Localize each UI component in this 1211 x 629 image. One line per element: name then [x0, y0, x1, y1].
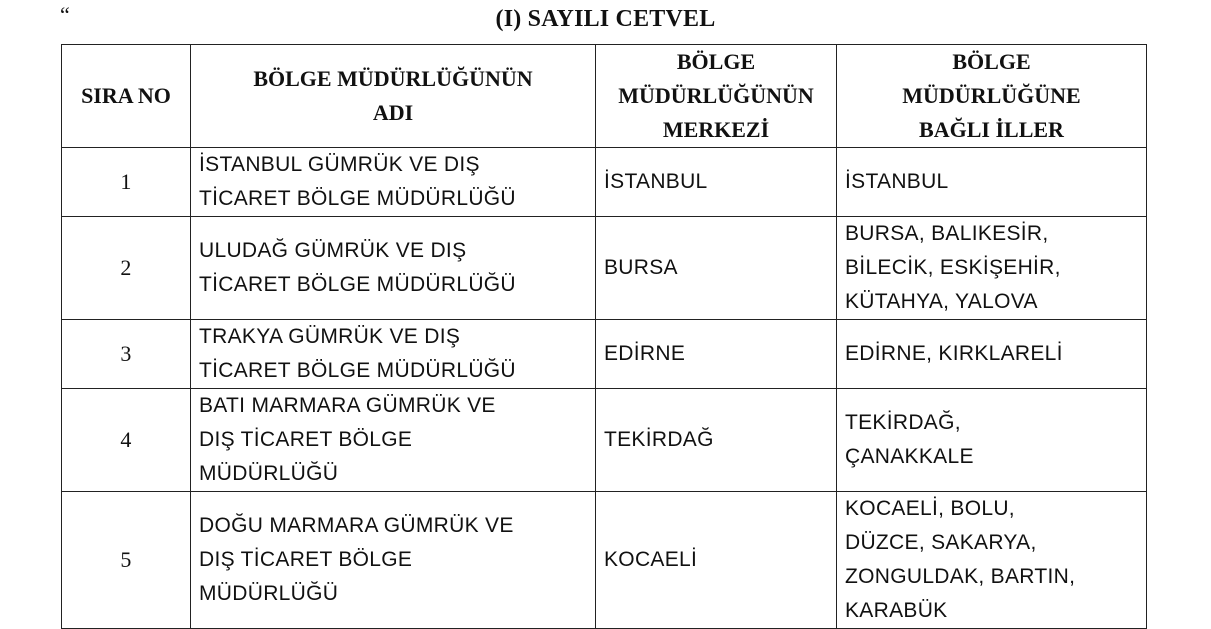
- cell-bagli-iller: İSTANBUL: [837, 148, 1147, 217]
- cell-mudurluk-adi: DOĞU MARMARA GÜMRÜK VE DIŞ TİCARET BÖLGE MÜDÜRLÜĞÜ: [191, 492, 596, 629]
- cell-merkez: TEKİRDAĞ: [596, 389, 837, 492]
- cell-sira-no: 4: [62, 389, 191, 492]
- cell-mudurluk-adi: BATI MARMARA GÜMRÜK VE DIŞ TİCARET BÖLGE MÜDÜRLÜĞÜ: [191, 389, 596, 492]
- table-row: [62, 148, 1147, 217]
- cell-bagli-iller: TEKİRDAĞ, ÇANAKKALE: [837, 389, 1147, 492]
- table-row: [62, 492, 1147, 629]
- cell-merkez: İSTANBUL: [596, 148, 837, 217]
- opening-quote-mark: “: [60, 2, 70, 27]
- cell-sira-no: 2: [62, 217, 191, 320]
- regional-directorates-table: [61, 44, 1147, 629]
- cell-merkez: BURSA: [596, 217, 837, 320]
- cell-sira-no: 3: [62, 320, 191, 389]
- header-sira-no: SIRA NO: [62, 45, 191, 148]
- cell-mudurluk-adi: İSTANBUL GÜMRÜK VE DIŞ TİCARET BÖLGE MÜDÜRLÜĞÜ: [191, 148, 596, 217]
- table-row: [62, 389, 1147, 492]
- cell-mudurluk-adi: ULUDAĞ GÜMRÜK VE DIŞ TİCARET BÖLGE MÜDÜRLÜĞÜ: [191, 217, 596, 320]
- header-bolge-mudurlugu-merkezi: BÖLGE MÜDÜRLÜĞÜNÜN MERKEZİ: [596, 45, 837, 148]
- cell-bagli-iller: BURSA, BALIKESİR, BİLECİK, ESKİŞEHİR, KÜTAHYA, YALOVA: [837, 217, 1147, 320]
- header-bagli-iller: BÖLGE MÜDÜRLÜĞÜNE BAĞLI İLLER: [837, 45, 1147, 148]
- document-title: (I) SAYILI CETVEL: [495, 6, 716, 32]
- cell-sira-no: 1: [62, 148, 191, 217]
- cell-sira-no: 5: [62, 492, 191, 629]
- header-bolge-mudurlugu-adi: BÖLGE MÜDÜRLÜĞÜNÜN ADI: [191, 45, 596, 148]
- cell-bagli-iller: KOCAELİ, BOLU, DÜZCE, SAKARYA, ZONGULDAK, BARTIN, KARABÜK: [837, 492, 1147, 629]
- cell-mudurluk-adi: TRAKYA GÜMRÜK VE DIŞ TİCARET BÖLGE MÜDÜRLÜĞÜ: [191, 320, 596, 389]
- cell-merkez: EDİRNE: [596, 320, 837, 389]
- cell-merkez: KOCAELİ: [596, 492, 837, 629]
- table-row: [62, 217, 1147, 320]
- table-row: [62, 320, 1147, 389]
- table-header-row: [62, 45, 1147, 148]
- cell-bagli-iller: EDİRNE, KIRKLARELİ: [837, 320, 1147, 389]
